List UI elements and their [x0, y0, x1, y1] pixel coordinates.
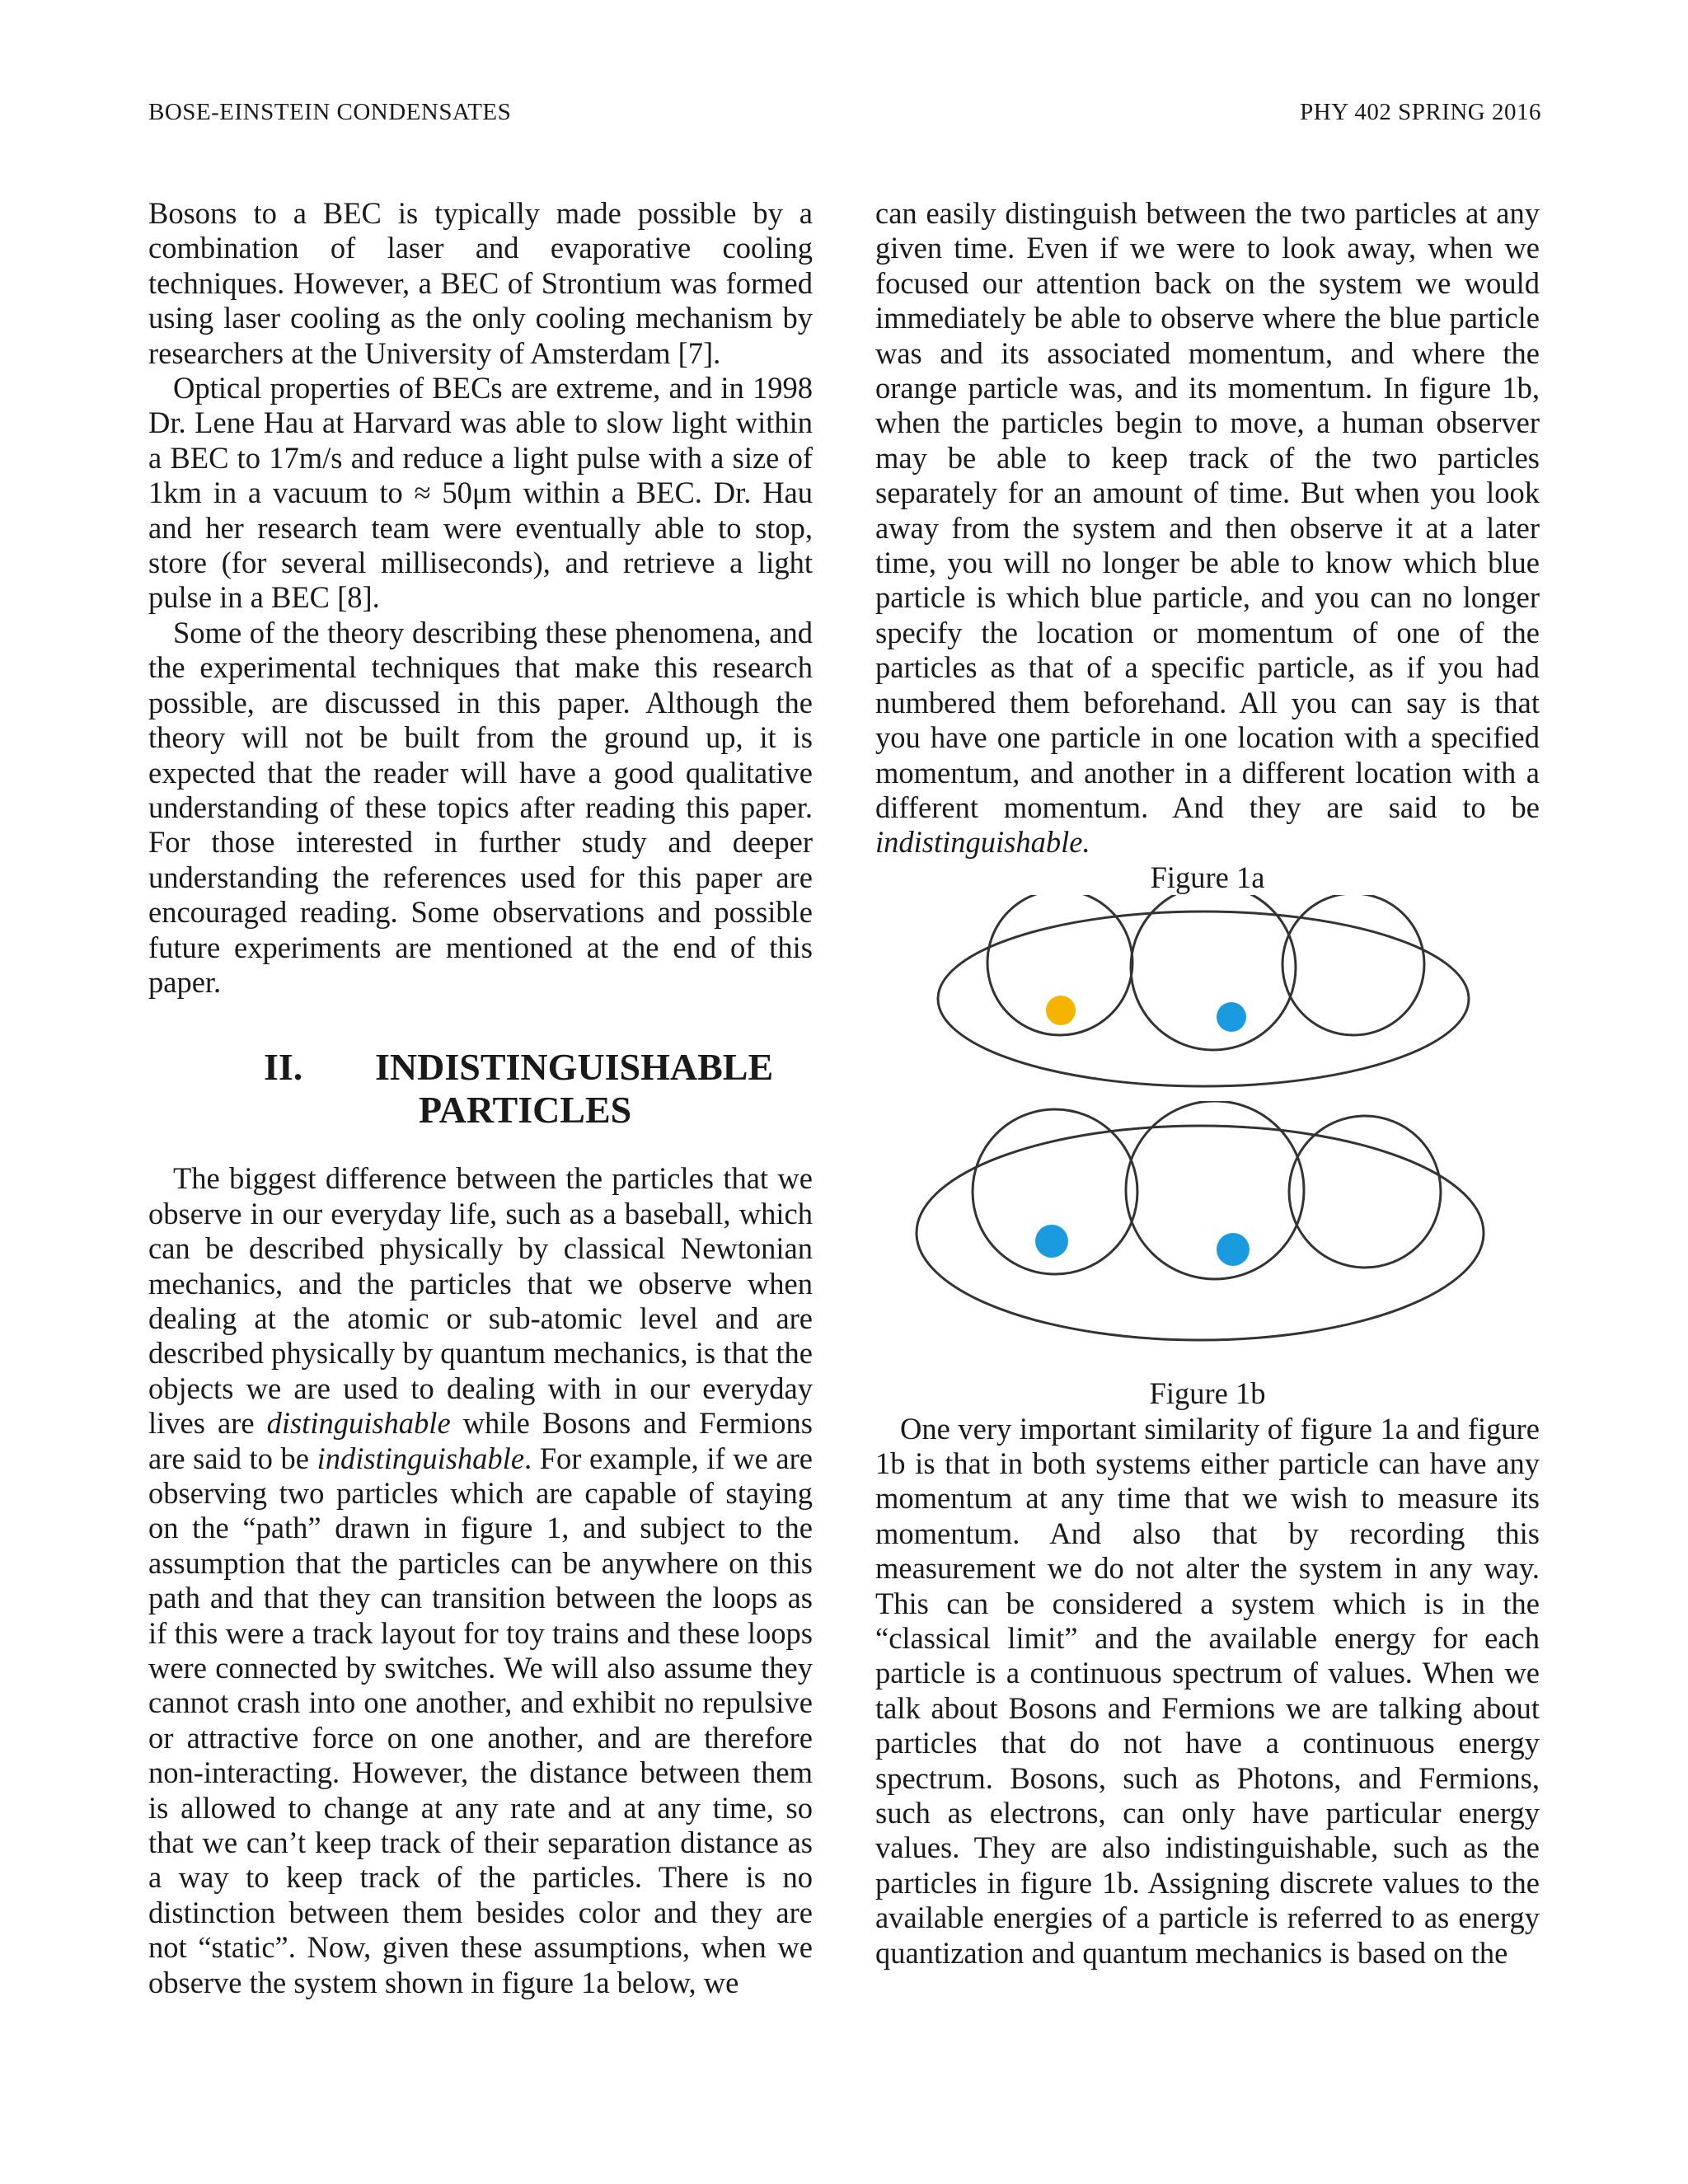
section-number: II. — [264, 1046, 303, 1089]
blue-particle — [1217, 1002, 1246, 1032]
section-heading — [148, 1046, 813, 1132]
running-header-right: PHY 402 SPRING 2016 — [1300, 99, 1541, 125]
track-loop-right — [1282, 895, 1424, 1035]
figure-1a-caption: Figure 1a — [1150, 860, 1265, 894]
blue-particle-a — [1035, 1225, 1068, 1258]
orange-particle — [1046, 996, 1076, 1025]
term-distinguishable: distinguishable — [266, 1406, 451, 1441]
paragraph-optical-properties: Optical properties of BECs are extreme, and in 1998 Dr. Lene Hau at Harvard was able to slow light within a BEC to 17m/s and reduce a light pulse with a size of 1km in a vacuum to ≈ 50μm within a BEC. Dr. Hau and her research team were eventually able to stop, store (for several milliseconds), and retrieve a light pulse in a BEC [8]. — [148, 371, 813, 615]
term-indistinguishable: indistinguishable — [316, 1441, 525, 1475]
term-indistinguishable-2: indistinguishable. — [875, 825, 1090, 860]
blue-particle-b — [1217, 1233, 1250, 1266]
section-title-line2: PARTICLES — [419, 1089, 632, 1132]
right-column — [875, 196, 1540, 1971]
figure-1b — [875, 1101, 1540, 1357]
paragraph-theory-overview: Some of the theory describing these phenomena, and the experimental techniques that make this research possible, are discussed in this paper. Although the theory will not be built from the ground up, it is expected that the reader will have a good qualitative understanding of these topics after reading this paper. For those interested in further study and deeper understanding the references used for this paper are encouraged reading. Some observations and possible future experiments are mentioned at the end of this paper. — [148, 615, 813, 999]
paragraph-distinguish-particles: can easily distinguish between the two particles at any given time. Even if we were to look away, when we focused our attention back on the system we would immediately be able to observe where the blue particle was and its associated momentum, and where the orange particle was, and its momentum. In figure 1b, when the particles begin to move, a human observer may be able to keep track of the two particles separately for an amount of time. But when you look away from the system and then observe it at a later time, you will no longer be able to know which blue particle is which blue particle, and you can no longer specify the location or momentum of one of the particles as that of a specific particle, as if you had numbered them beforehand. All you can say is that you have one particle in one location with a specified momentum, and another in a different location with a different momentum. And they are said to be indistinguishable. — [875, 196, 1540, 860]
figure-1a — [875, 895, 1540, 1101]
track-outer-loop — [917, 1126, 1484, 1340]
track-loop-middle — [1131, 895, 1296, 1050]
section-title-line1: INDISTINGUISHABLE — [375, 1046, 774, 1089]
paragraph-bec-cooling: Bosons to a BEC is typically made possible by a combination of laser and evaporative cooling techniques. However, a BEC of Strontium was formed using laser cooling as the only cooling mechanism by researchers at the University of Amsterdam [7]. — [148, 196, 813, 370]
running-header-left: BOSE-EINSTEIN CONDENSATES — [148, 99, 512, 125]
paragraph-indistinguishable: The biggest difference between the particles that we observe in our everyday life, such as a baseball, which can be described physically by classical Newtonian mechanics, and the particles that we observe when dealing at the atomic or sub-atomic level and are described physically by quantum mechanics, is that the objects we are used to dealing with in our everyday lives are distinguishable while Bosons and Fermions are said to be indistinguishable. For example, if we are observing two particles which are capable of staying on the “path” drawn in figure 1, and subject to the assumption that the particles can be anywhere on this path and that they can transition between the loops as if this were a track layout for toy trains and these loops were connected by switches. We will also assume they cannot crash into one another, and exhibit no repulsive or attractive force on one another, and are therefore non-interacting. However, the distance between them is allowed to change at any rate and at any time, so that we can’t keep track of their separation distance as a way to keep track of the particles. There is no distinction between them besides color and they are not “static”. Now, given these assumptions, when we observe the system shown in figure 1a below, we — [148, 1161, 813, 1999]
track-loop-middle — [1126, 1101, 1304, 1279]
paragraph-similarity: One very important similarity of figure 1a and figure 1b is that in both systems either particle can have any momentum at any time that we wish to measure its momentum. And also that by recording this measurement we do not alter the system in any way. This can be considered a system which is in the “classical limit” and the available energy for each particle is a continuous spectrum of values. When we talk about Bosons and Fermions we are talking about particles that do not have a continuous energy spectrum. Bosons, such as Photons, and Fermions, such as electrons, can only have particular energy values. They are also indistinguishable, such as the particles in figure 1b. Assigning discrete values to the available energies of a particle is referred to as energy quantization and quantum mechanics is based on the — [875, 1411, 1540, 1970]
track-outer-loop — [938, 912, 1469, 1086]
left-column — [148, 196, 813, 2000]
figure-1b-caption: Figure 1b — [1149, 1376, 1266, 1411]
track-loop-right — [1289, 1116, 1441, 1268]
